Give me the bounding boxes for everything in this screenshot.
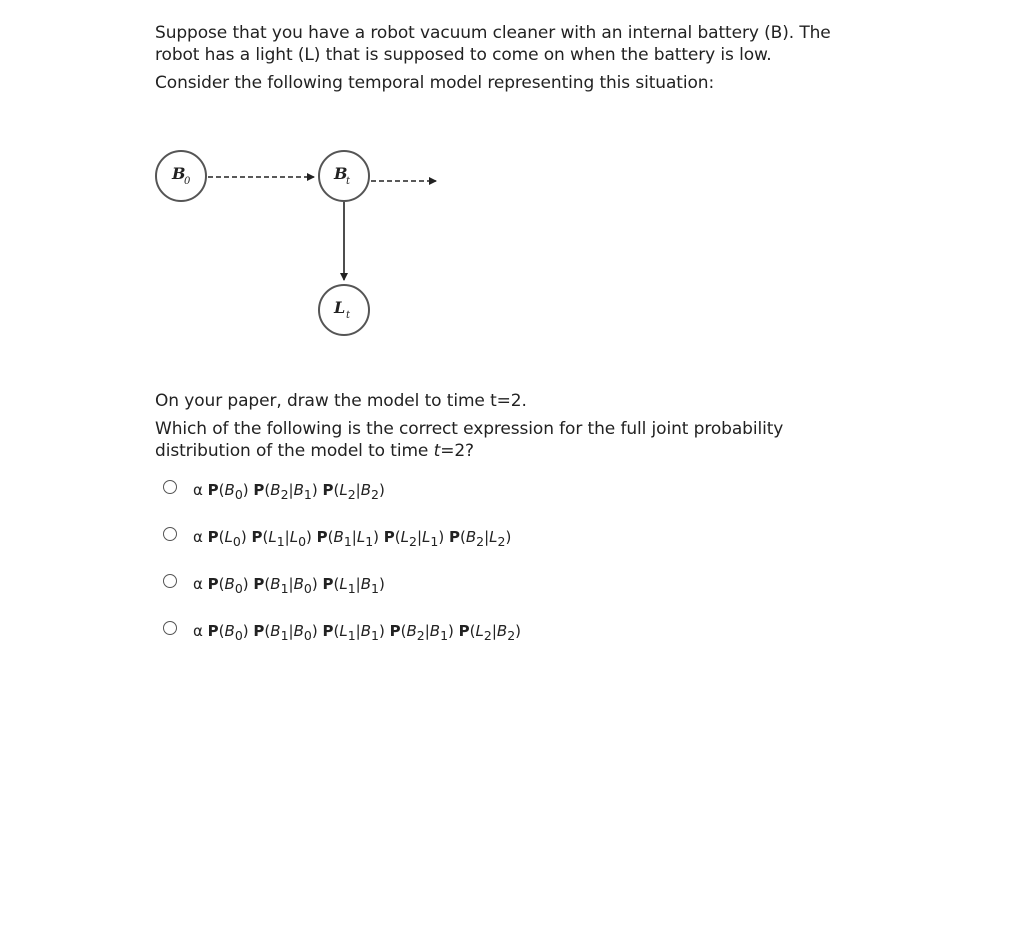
variable-subscript: 1 bbox=[371, 627, 379, 643]
alpha-symbol: α bbox=[193, 527, 203, 546]
probability-symbol: P bbox=[383, 527, 395, 546]
variable-subscript: 1 bbox=[347, 627, 356, 643]
probability-symbol: P bbox=[207, 527, 219, 546]
option-expression bbox=[193, 622, 521, 643]
paren-open: ( bbox=[333, 574, 340, 593]
answer-option-4[interactable] bbox=[163, 619, 683, 645]
intro-line: robot has a light (L) that is supposed to come on when the battery is low. bbox=[155, 45, 772, 65]
alpha-symbol: α bbox=[193, 621, 203, 640]
given-separator: | bbox=[355, 574, 361, 593]
variable: B bbox=[270, 574, 281, 593]
paren-close: ) bbox=[378, 621, 385, 640]
given-separator: | bbox=[351, 527, 357, 546]
variable-subscript: 1 bbox=[347, 580, 356, 596]
variable: B bbox=[429, 621, 441, 640]
paren-open: ( bbox=[262, 527, 269, 546]
paren-close: ) bbox=[306, 527, 312, 546]
variable: L bbox=[224, 527, 233, 546]
variable: B bbox=[224, 574, 235, 593]
variable-subscript: 2 bbox=[476, 533, 485, 549]
variable: L bbox=[339, 480, 348, 499]
node-lt-sub: t bbox=[346, 310, 351, 321]
paren-open: ( bbox=[218, 527, 225, 546]
paren-open: ( bbox=[459, 527, 466, 546]
variable-subscript: 2 bbox=[371, 486, 379, 502]
variable: B bbox=[465, 527, 477, 546]
paren-close: ) bbox=[242, 621, 249, 640]
probability-symbol: P bbox=[251, 527, 263, 546]
variable-subscript: 1 bbox=[440, 627, 449, 643]
question-line: On your paper, draw the model to time t=2. bbox=[155, 391, 527, 411]
radio-button[interactable] bbox=[163, 527, 177, 541]
given-separator: | bbox=[491, 621, 497, 640]
variable-subscript: 2 bbox=[483, 627, 492, 643]
paren-close: ) bbox=[311, 621, 318, 640]
question-suffix: =2? bbox=[440, 441, 474, 461]
probability-symbol: P bbox=[253, 621, 265, 640]
paren-open: ( bbox=[394, 527, 401, 546]
variable-subscript: 0 bbox=[234, 627, 243, 643]
variable: B bbox=[406, 621, 417, 640]
variable: B bbox=[496, 621, 508, 640]
given-separator: | bbox=[416, 527, 423, 546]
variable: B bbox=[360, 621, 372, 640]
node-b0-sub: 0 bbox=[184, 176, 191, 187]
probability-symbol: P bbox=[322, 480, 334, 499]
node-bt-sub: t bbox=[346, 176, 351, 187]
variable: B bbox=[270, 621, 281, 640]
question-line bbox=[155, 440, 915, 462]
variable: B bbox=[293, 480, 304, 499]
answer-option-1[interactable] bbox=[163, 478, 683, 504]
variable: B bbox=[293, 574, 304, 593]
node-b0-label: B bbox=[172, 164, 186, 183]
paren-open: ( bbox=[264, 574, 271, 593]
paren-close: ) bbox=[311, 480, 318, 499]
variable: B bbox=[333, 527, 344, 546]
variable: L bbox=[475, 621, 484, 640]
paren-open: ( bbox=[218, 574, 225, 593]
variable-subscript: 2 bbox=[497, 533, 506, 549]
given-separator: | bbox=[484, 527, 490, 546]
question-prefix: distribution of the model to time bbox=[155, 441, 434, 461]
variable-subscript: 1 bbox=[365, 533, 374, 549]
variable-subscript: 0 bbox=[232, 533, 241, 549]
paren-close: ) bbox=[240, 527, 247, 546]
variable: B bbox=[293, 621, 304, 640]
paren-open: ( bbox=[327, 527, 334, 546]
node-bt-label: B bbox=[334, 164, 348, 183]
probability-symbol: P bbox=[458, 621, 470, 640]
probability-symbol: P bbox=[253, 574, 265, 593]
variable-subscript: 0 bbox=[303, 627, 312, 643]
variable-subscript: 1 bbox=[303, 486, 312, 502]
variable: L bbox=[356, 527, 366, 546]
paren-close: ) bbox=[311, 574, 318, 593]
node-lt bbox=[319, 285, 369, 335]
paren-close: ) bbox=[378, 574, 385, 593]
probability-symbol: P bbox=[207, 480, 219, 499]
radio-button[interactable] bbox=[163, 480, 177, 494]
variable: L bbox=[422, 527, 431, 546]
paren-open: ( bbox=[333, 621, 340, 640]
variable: B bbox=[224, 621, 235, 640]
paren-close: ) bbox=[242, 574, 249, 593]
variable-subscript: 2 bbox=[347, 486, 356, 502]
variable: L bbox=[400, 527, 410, 546]
probability-symbol: P bbox=[316, 527, 328, 546]
given-separator: | bbox=[288, 574, 294, 593]
variable: L bbox=[489, 527, 498, 546]
given-separator: | bbox=[355, 480, 361, 499]
paren-close: ) bbox=[505, 527, 512, 546]
variable-subscript: 0 bbox=[234, 580, 243, 596]
variable-subscript: 2 bbox=[416, 627, 425, 643]
paren-close: ) bbox=[515, 621, 522, 640]
probability-symbol: P bbox=[448, 527, 460, 546]
paren-open: ( bbox=[333, 480, 340, 499]
intro-line: Consider the following temporal model representing this situation: bbox=[155, 73, 715, 93]
paren-open: ( bbox=[218, 480, 225, 499]
paren-close: ) bbox=[378, 480, 385, 499]
question-text bbox=[155, 390, 915, 462]
paren-close: ) bbox=[438, 527, 445, 546]
option-expression bbox=[193, 575, 385, 596]
answer-option-2[interactable] bbox=[163, 525, 683, 551]
paren-close: ) bbox=[242, 480, 249, 499]
variable-subscript: 1 bbox=[430, 533, 439, 549]
given-separator: | bbox=[288, 480, 294, 499]
paren-open: ( bbox=[264, 480, 271, 499]
question-line: Which of the following is the correct expression for the full joint probability bbox=[155, 419, 784, 439]
paren-close: ) bbox=[448, 621, 454, 640]
given-separator: | bbox=[284, 527, 290, 546]
probability-symbol: P bbox=[389, 621, 401, 640]
probability-symbol: P bbox=[207, 574, 219, 593]
alpha-symbol: α bbox=[193, 480, 203, 499]
node-lt-label: L bbox=[334, 298, 346, 317]
temporal-model-diagram bbox=[150, 140, 460, 350]
variable-subscript: 1 bbox=[280, 627, 289, 643]
probability-symbol: P bbox=[322, 574, 334, 593]
variable: L bbox=[289, 527, 299, 546]
variable: B bbox=[360, 574, 372, 593]
node-b0 bbox=[156, 151, 206, 201]
alpha-symbol: α bbox=[193, 574, 203, 593]
paren-open: ( bbox=[400, 621, 407, 640]
variable-subscript: 1 bbox=[343, 533, 352, 549]
variable-subscript: 0 bbox=[298, 533, 307, 549]
variable: B bbox=[224, 480, 235, 499]
variable: B bbox=[360, 480, 372, 499]
probability-symbol: P bbox=[253, 480, 265, 499]
variable-subscript: 0 bbox=[234, 486, 243, 502]
paren-open: ( bbox=[218, 621, 225, 640]
variable: L bbox=[339, 621, 348, 640]
intro-text bbox=[155, 22, 915, 94]
paren-close: ) bbox=[373, 527, 380, 546]
option-expression bbox=[193, 481, 385, 502]
variable-subscript: 1 bbox=[276, 533, 285, 549]
question-var: t bbox=[433, 441, 441, 461]
paren-open: ( bbox=[264, 621, 271, 640]
answer-option-3[interactable] bbox=[163, 572, 683, 598]
given-separator: | bbox=[355, 621, 361, 640]
variable: B bbox=[270, 480, 281, 499]
option-expression bbox=[193, 528, 511, 549]
variable-subscript: 1 bbox=[280, 580, 289, 596]
radio-button[interactable] bbox=[163, 621, 177, 635]
variable-subscript: 1 bbox=[371, 580, 379, 596]
variable-subscript: 2 bbox=[507, 627, 516, 643]
variable-subscript: 2 bbox=[409, 533, 417, 549]
variable-subscript: 2 bbox=[280, 486, 289, 502]
radio-button[interactable] bbox=[163, 574, 177, 588]
intro-line: Suppose that you have a robot vacuum cleaner with an internal battery (B). The bbox=[155, 23, 831, 43]
variable: L bbox=[268, 527, 277, 546]
variable: L bbox=[339, 574, 348, 593]
paren-open: ( bbox=[469, 621, 476, 640]
probability-symbol: P bbox=[322, 621, 334, 640]
node-bt bbox=[319, 151, 369, 201]
given-separator: | bbox=[424, 621, 430, 640]
probability-symbol: P bbox=[207, 621, 219, 640]
given-separator: | bbox=[288, 621, 294, 640]
variable-subscript: 0 bbox=[303, 580, 312, 596]
